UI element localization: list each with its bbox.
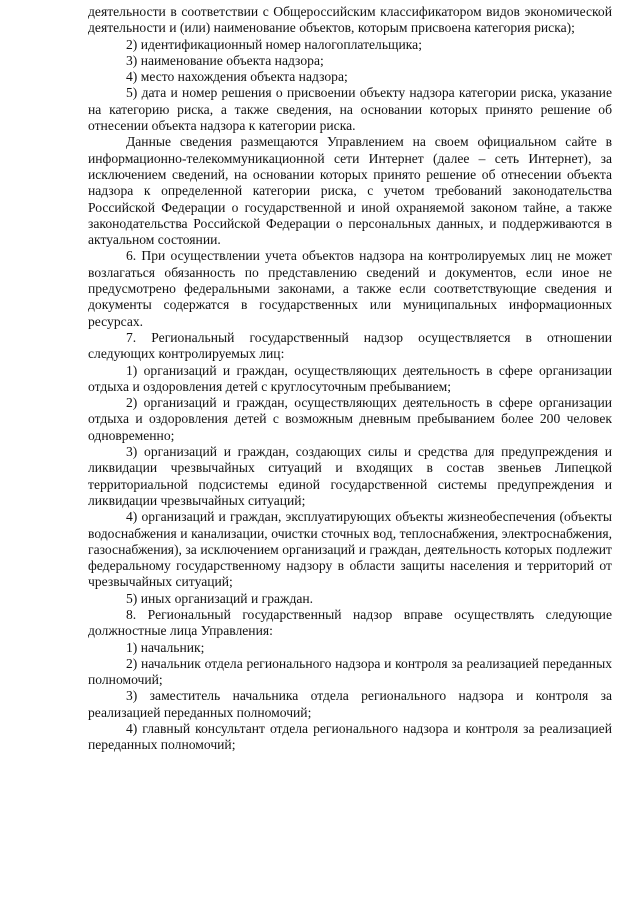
list-item: 3) наименование объекта надзора; [126,52,324,68]
list-item: 3) заместитель начальника отдела регионального надзора и контроля за реализацией переданных полномочий; [88,688,612,720]
list-item: 5) дата и номер решения о присвоении объекту надзора категории риска, указание на категорию риска, а также сведения, на основании которых принято решение об отнесении объекта надзора к категории риска. [88,85,612,134]
numbered-clause: 8. Региональный государственный надзор вправе осуществлять следующие должностные лица Управления: [88,606,612,639]
paragraph-continuation: деятельности в соответствии с Общероссийским классификатором видов экономической деятельности и (или) наименование объектов, которым присвоена категория риска); [88,4,612,36]
list-item: 3) организаций и граждан, создающих силы и средства для предупреждения и ликвидации чрезвычайных ситуаций и входящих в состав звеньев Липецкой территориальной подсистемы единой государственной системы предупреждения и ликвидации чрезвычайных ситуаций; [88,444,612,508]
list-item: 5) иных организаций и граждан. [126,590,314,606]
paragraph: Данные сведения размещаются Управлением на своем официальном сайте в информационно-телекоммуникационной сети Интернет (далее – сеть Интернет), за исключением сведений, на основании которых принято решение об отнесении объекта надзора к определенной категории риска, с учетом требований законодательства Российской Федерации о государственной и иной охраняемой законом тайне, а также законодательства Российской Федерации о персональных данных, и поддерживаются в актуальном состоянии. [88,134,612,248]
list-item: 2) организаций и граждан, осуществляющих деятельность в сфере организации отдыха и оздоровления детей с возможным дневным пребыванием более 200 человек одновременно; [88,395,612,443]
list-item: 1) начальник; [126,639,205,655]
list-item: 2) идентификационный номер налогоплательщика; [126,36,422,52]
list-item: 4) место нахождения объекта надзора; [126,69,348,85]
numbered-clause: 7. Региональный государственный надзор осуществляется в отношении следующих контролируемых лиц: [88,329,612,362]
list-item: 4) организаций и граждан, эксплуатирующих объекты жизнеобеспечения (объекты водоснабжения и канализации, очистки сточных вод, теплоснабжения, электроснабжения, газоснабжения), за исключением организаций и граждан, деятельность которых подлежит федеральному государственному надзору в области защиты населения и территорий от чрезвычайных ситуаций; [88,509,612,590]
list-item: 2) начальник отдела регионального надзора и контроля за реализацией переданных полномочий; [88,655,612,688]
numbered-clause: 6. При осуществлении учета объектов надзора на контролируемых лиц не может возлагаться обязанность по представлению сведений и документов, если иное не предусмотрено федеральными законами, а также если соответствующие сведения и документы содержатся в государственных или муниципальных информационных ресурсах. [88,248,612,329]
list-item: 1) организаций и граждан, осуществляющих деятельность в сфере организации отдыха и оздоровления детей с круглосуточным пребыванием; [88,362,612,394]
list-item: 4) главный консультант отдела регионального надзора и контроля за реализацией переданных полномочий; [88,721,612,753]
